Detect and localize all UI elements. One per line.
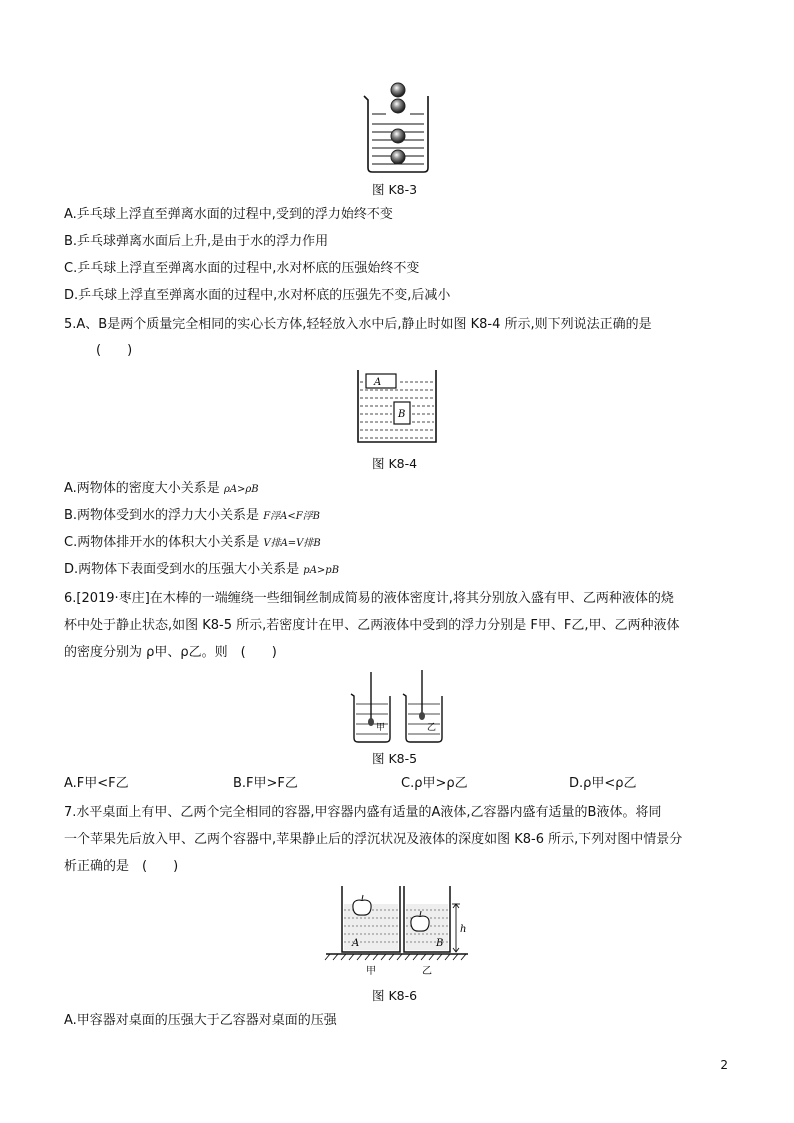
q5-option-c-text: C.两物体排开水的体积大小关系是 [64,535,260,550]
figure-k8-3 [358,80,438,176]
figure-k8-6 [322,880,472,978]
figure-caption-k8-6: 图 K8-6 [372,988,418,1003]
q6-option-c: C.ρ甲>ρ乙 [401,776,468,791]
q6-option-d: D.ρ甲<ρ乙 [569,776,637,791]
q7-stem-line1: 7.水平桌面上有甲、乙两个完全相同的容器,甲容器内盛有适量的A液体,乙容器内盛有适量的B液体。将同 [64,805,662,820]
q4-option-d: D.乒乓球上浮直至弹离水面的过程中,水对杯底的压强先不变,后减小 [64,288,451,303]
liquid-a-label: A [352,938,360,949]
page-number: 2 [720,1058,728,1072]
q6-stem-line3: 的密度分别为 ρ甲、ρ乙。则 ( ) [64,645,277,660]
beaker-yi-label: 乙 [427,723,437,733]
figure-caption-k8-3: 图 K8-3 [372,182,418,197]
q5-option-b-text: B.两物体受到水的浮力大小关系是 [64,508,260,523]
container-jia-label: 甲 [366,966,376,977]
q5-option-a-math: ρA>ρB [223,484,259,495]
figure-k8-4 [356,368,438,444]
container-yi-label: 乙 [422,966,432,977]
q5-option-d-text: D.两物体下表面受到水的压强大小关系是 [64,562,300,577]
q6-stem-line1: 6.[2019·枣庄]在木棒的一端缠绕一些细铜丝制成简易的液体密度计,将其分别放入盛有甲、乙两种液体的烧 [64,591,674,606]
q5-answer-blank: ( ) [96,343,133,358]
q7-option-a: A.甲容器对桌面的压强大于乙容器对桌面的压强 [64,1013,337,1028]
q6-option-a: A.F甲<F乙 [64,776,129,791]
q4-option-a: A.乒乓球上浮直至弹离水面的过程中,受到的浮力始终不变 [64,207,393,222]
figure-caption-k8-4: 图 K8-4 [372,456,418,471]
q5-option-a [64,480,259,499]
q6-option-b: B.F甲>F乙 [233,776,298,791]
q4-option-c: C.乒乓球上浮直至弹离水面的过程中,水对杯底的压强始终不变 [64,261,420,276]
liquid-b-label: B [436,938,444,949]
q7-stem-line2: 一个苹果先后放入甲、乙两个容器中,苹果静止后的浮沉状况及液体的深度如图 K8-6 所示,下列对图中情景分 [64,832,683,847]
q5-option-d [64,561,339,580]
beaker-jia-label: 甲 [376,723,386,733]
q5-option-c [64,534,321,553]
q5-option-a-text: A.两物体的密度大小关系是 [64,481,220,496]
block-b-label: B [398,409,406,420]
q7-stem-line3: 析正确的是 ( ) [64,859,179,874]
q5-option-b-math: F浮A<F浮B [263,511,321,522]
figure-caption-k8-5: 图 K8-5 [372,751,418,766]
depth-h-label: h [460,924,467,935]
q5-option-b [64,507,320,526]
q5-stem-line1: 5.A、B是两个质量完全相同的实心长方体,轻轻放入水中后,静止时如图 K8-4 所示,则下列说法正确的是 [64,317,652,332]
q4-option-b: B.乒乓球弹离水面后上升,是由于水的浮力作用 [64,234,329,249]
q5-option-c-math: V排A=V排B [263,538,321,549]
figure-k8-5 [348,668,448,744]
block-a-label: A [374,377,382,388]
q6-stem-line2: 杯中处于静止状态,如图 K8-5 所示,若密度计在甲、乙两液体中受到的浮力分别是 F甲、F乙,甲、乙两种液体 [64,618,680,633]
q5-option-d-math: pA>pB [303,565,340,576]
